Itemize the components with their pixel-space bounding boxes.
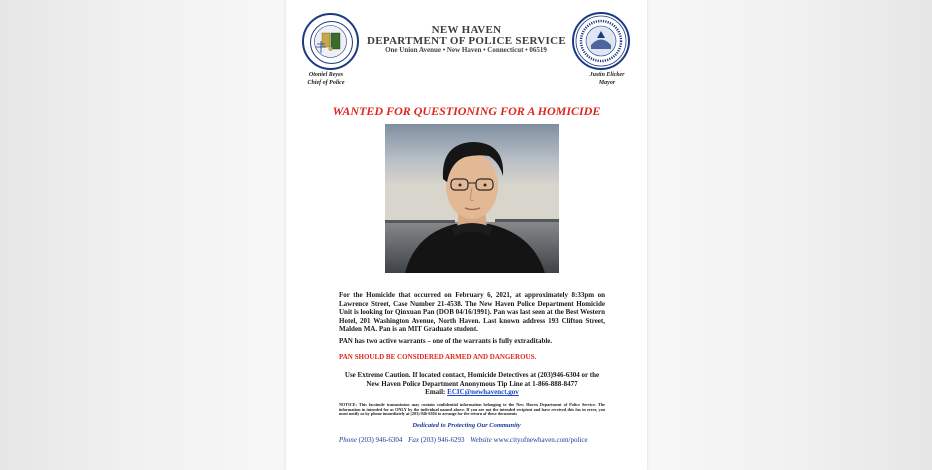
caution-text: Use Extreme Caution. If located contact, Homicide Detectives at (203)946-6304 or the New Haven Police Department Anonymous Tip Line at 1-866-888-8477 <box>344 371 600 388</box>
department-name: DEPARTMENT OF POLICE SERVICE <box>366 35 567 47</box>
phone-label: Phone <box>339 436 357 444</box>
department-address: One Union Avenue • New Haven • Connecticut • 06519 <box>385 46 547 54</box>
footer-contact-line <box>339 436 605 444</box>
chief-title: Chief of Police <box>307 79 345 86</box>
chief-name: Otoniel Reyes <box>308 72 344 78</box>
suspect-photo <box>385 124 559 273</box>
mayor-title: Mayor <box>598 79 616 86</box>
wanted-headline: WANTED FOR QUESTIONING FOR A HOMICIDE <box>332 104 601 118</box>
flyer-page <box>286 0 647 470</box>
email-label: Email: <box>425 388 446 397</box>
case-details-paragraph: For the Homicide that occurred on February 6, 2021, at approximately 8:33pm on Lawrence Street, Case Number 21-4538. The New Haven Police Department Homicide Unit is looking for Qinxuan Pan (DOB 04/16/1991). Pan was last seen at the Best Western Hotel, 201 Washington Avenue, North Haven. Last known address 193 Clifton Street, Malden MA. Pan is an MIT Graduate student. <box>339 291 605 334</box>
email-link[interactable]: ECIC@newhavenct.gov <box>447 388 519 397</box>
department-motto: Dedicated to Protecting Our Community <box>412 422 521 429</box>
mayor-name: Justin Elicker <box>589 72 625 78</box>
website-label: Website <box>470 436 492 444</box>
fax-number: (203) 946-6293 <box>420 436 465 444</box>
armed-dangerous-warning: PAN SHOULD BE CONSIDERED ARMED AND DANGEROUS. <box>339 353 537 361</box>
fax-notice: NOTICE: This facsimile transmission may contain confidential information belonging to the New Haven Department of Police Service. The information in intended for as ONLY by the individual named above. If you are not the intended recipient and have received this fax in error, you must notify us by phone immediately at (203) 946-6304 to arrange for the return of these documents <box>339 402 605 417</box>
phone-number: (203) 946-6304 <box>358 436 403 444</box>
fax-label: Fax <box>408 436 420 444</box>
warrants-paragraph: PAN has two active warrants – one of the warrants is fully extraditable. <box>339 337 553 345</box>
mayor-signature-block <box>577 72 637 87</box>
website-link[interactable]: www.cityofnewhaven.com/police <box>493 436 588 444</box>
chief-signature-block <box>296 72 356 87</box>
city-name: NEW HAVEN <box>431 24 502 36</box>
contact-paragraph <box>339 371 605 397</box>
